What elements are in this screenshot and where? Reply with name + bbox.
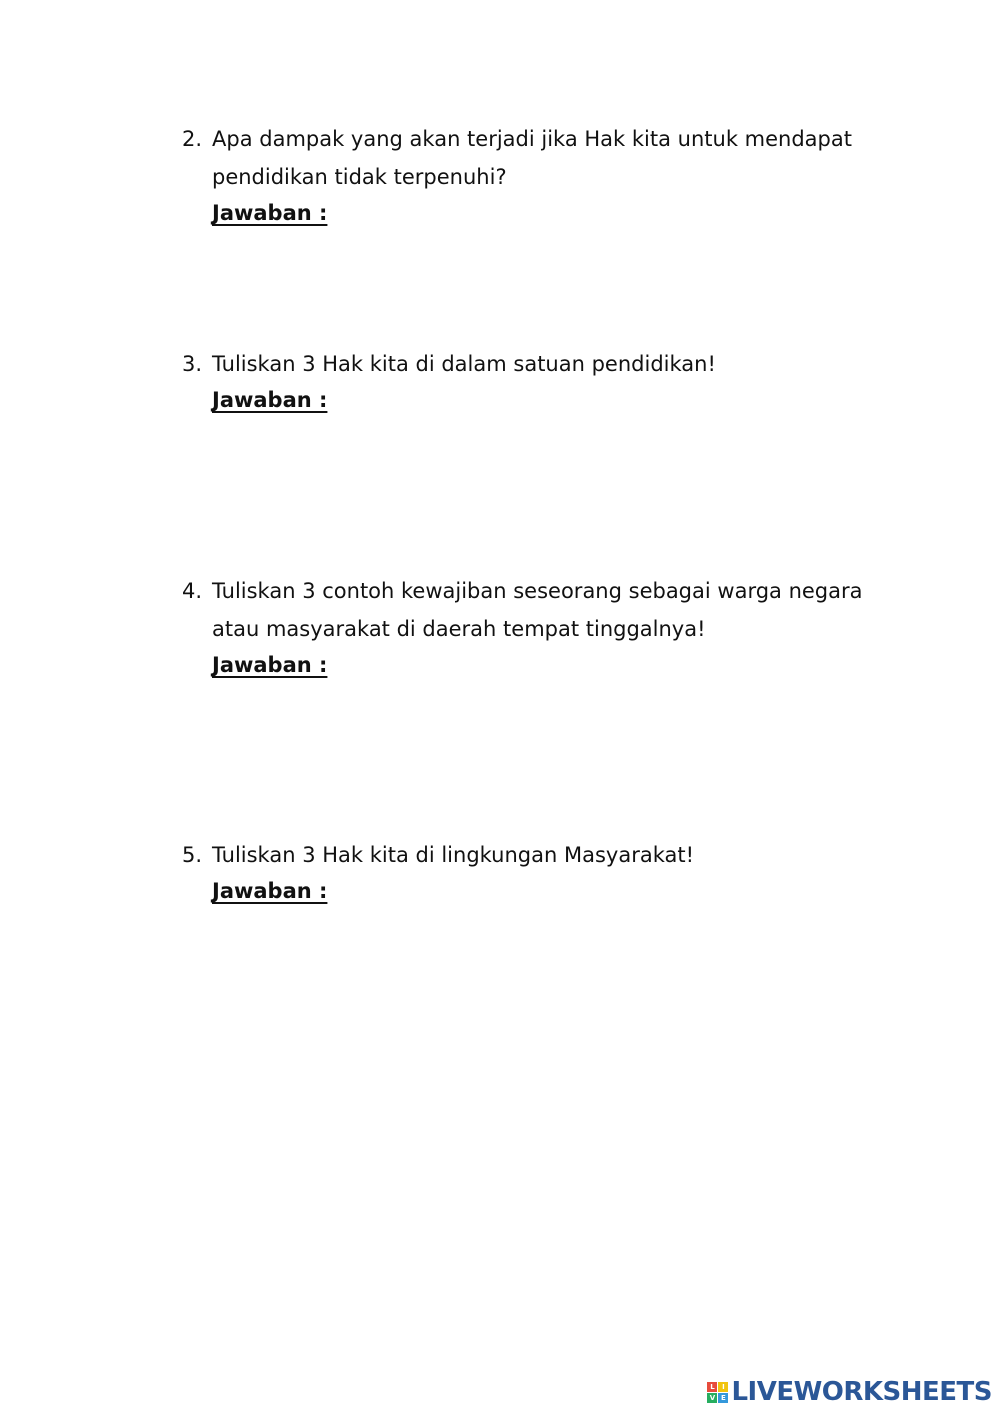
question-number: 5. <box>182 843 203 867</box>
logo-letter: L <box>707 1382 717 1392</box>
question-5 <box>182 836 902 910</box>
logo-letter: E <box>718 1393 728 1403</box>
question-number: 4. <box>182 579 203 603</box>
question-number: 2. <box>182 127 203 151</box>
answer-label: Jawaban : <box>212 653 328 677</box>
question-text-line: Tuliskan 3 Hak kita di lingkungan Masyarakat! <box>212 843 695 867</box>
answer-label: Jawaban : <box>212 201 328 225</box>
answer-label: Jawaban : <box>212 879 328 903</box>
question-4 <box>182 572 902 684</box>
answer-label: Jawaban : <box>212 388 328 412</box>
question-text-line: atau masyarakat di daerah tempat tinggalnya! <box>212 617 706 641</box>
logo-letter: V <box>707 1393 717 1403</box>
question-text-line: pendidikan tidak terpenuhi? <box>212 165 507 189</box>
liveworksheets-brand <box>707 1377 992 1407</box>
brand-text: LIVEWORKSHEETS <box>731 1377 992 1407</box>
question-3 <box>182 345 902 419</box>
question-text-line: Apa dampak yang akan terjadi jika Hak kita untuk mendapat <box>212 127 852 151</box>
question-number: 3. <box>182 352 203 376</box>
liveworksheets-logo-icon <box>707 1382 728 1403</box>
question-2 <box>182 120 902 232</box>
logo-letter: I <box>718 1382 728 1392</box>
question-text-line: Tuliskan 3 Hak kita di dalam satuan pendidikan! <box>212 352 716 376</box>
question-text-line: Tuliskan 3 contoh kewajiban seseorang sebagai warga negara <box>212 579 863 603</box>
